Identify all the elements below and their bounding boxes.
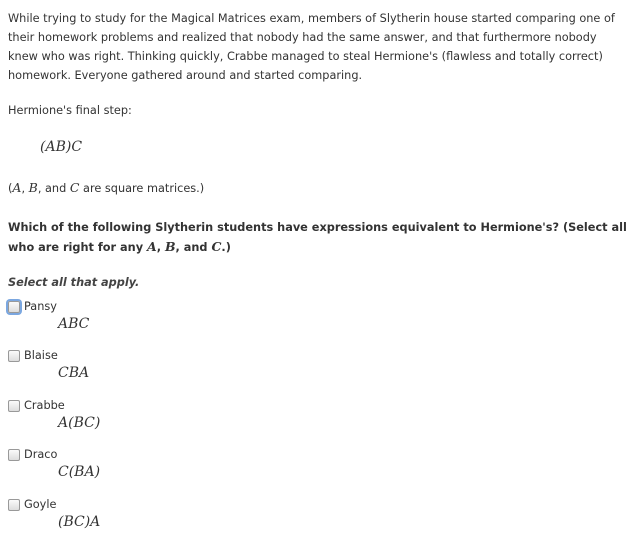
- question-text: , and: [175, 241, 212, 254]
- question: [8, 218, 628, 257]
- question-text: ,: [156, 241, 165, 254]
- math-b: B: [28, 180, 38, 195]
- option-expression: (BC)A: [58, 514, 101, 530]
- option-draco[interactable]: [8, 448, 100, 480]
- option-label[interactable]: Blaise: [24, 349, 58, 362]
- option-label[interactable]: Crabbe: [24, 399, 65, 412]
- math-b: B: [164, 239, 176, 254]
- math-c: C: [69, 180, 80, 195]
- option-goyle[interactable]: [8, 498, 100, 530]
- checkbox[interactable]: [8, 449, 20, 461]
- hermione-expression: (AB)C: [40, 139, 83, 155]
- math-c: C: [211, 239, 222, 254]
- math-a: A: [12, 180, 22, 195]
- option-expression: CBA: [58, 365, 90, 381]
- checkbox[interactable]: [8, 400, 20, 412]
- option-pansy[interactable]: [8, 300, 89, 332]
- step-label: Hermione's final step:: [8, 104, 132, 117]
- note-text: , and: [37, 182, 70, 195]
- option-blaise[interactable]: [8, 349, 89, 381]
- question-text: Which of the following Slytherin students have expressions equivalent to Hermione's? (Select all who are right for any: [8, 221, 627, 254]
- option-label[interactable]: Goyle: [24, 498, 57, 511]
- option-expression: ABC: [58, 316, 90, 332]
- option-label[interactable]: Pansy: [24, 300, 57, 313]
- option-expression: A(BC): [58, 415, 101, 431]
- option-expression: C(BA): [58, 464, 101, 480]
- option-label[interactable]: Draco: [24, 448, 58, 461]
- question-text: .): [221, 241, 231, 254]
- problem-intro: While trying to study for the Magical Matrices exam, members of Slytherin house started comparing one of their homework problems and realized that nobody had the same answer, and that furthermore nobody knew who was right. Thinking quickly, Crabbe managed to steal Hermione's (flawless and totally correct) homework. Everyone gathered around and started comparing.: [8, 12, 615, 82]
- checkbox[interactable]: [8, 301, 20, 313]
- math-a: A: [147, 239, 157, 254]
- option-crabbe[interactable]: [8, 399, 100, 431]
- checkbox[interactable]: [8, 499, 20, 511]
- note-text: (: [8, 182, 13, 195]
- note-text: are square matrices.): [79, 182, 205, 195]
- matrices-note: [8, 180, 204, 195]
- instruction: Select all that apply.: [8, 276, 140, 289]
- note-text: ,: [21, 182, 29, 195]
- checkbox[interactable]: [8, 350, 20, 362]
